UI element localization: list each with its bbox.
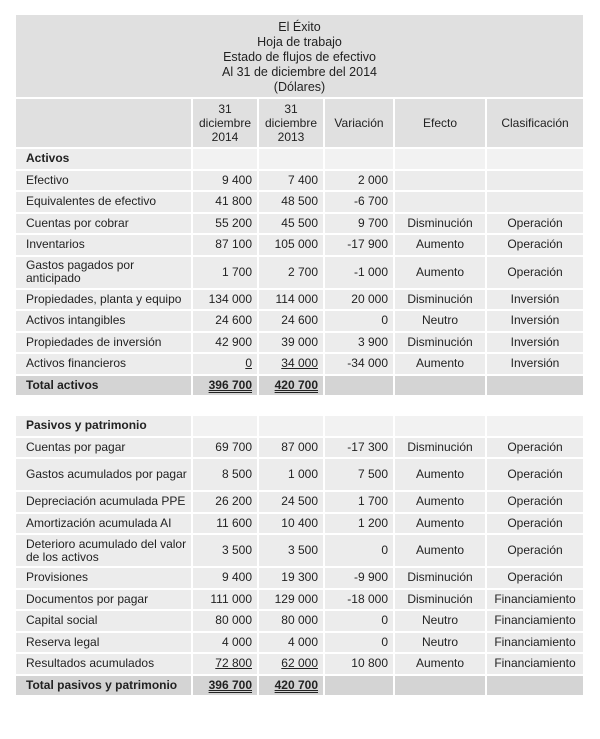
account-name-text: Gastos pagados por anticipado	[26, 258, 135, 285]
value-2014	[192, 437, 258, 459]
classification-value-text: Financiamiento	[494, 656, 576, 671]
value-2013-text: 129 000	[274, 591, 318, 606]
table-row	[16, 437, 584, 459]
value-2013-text: 48 500	[281, 194, 318, 209]
account-name-text: Resultados acumulados	[26, 656, 155, 671]
variation-value-text: 9 700	[357, 215, 388, 230]
value-2013	[258, 213, 324, 235]
account-name	[16, 458, 192, 491]
classification-value	[486, 234, 584, 256]
classification-value	[486, 458, 584, 491]
effect-value	[394, 589, 486, 611]
classification-value-text: Inversión	[510, 291, 560, 306]
classification-value-text: Operación	[507, 215, 563, 230]
value-2014	[192, 610, 258, 632]
value-2014-text: 11 600	[216, 515, 252, 530]
effect-value-text: Disminución	[407, 570, 473, 585]
effect-value	[394, 610, 486, 632]
section-label-text: Pasivos y patrimonio	[26, 418, 147, 433]
variation-value-text: -34 000	[347, 356, 388, 371]
value-2013	[258, 234, 324, 256]
table-row	[16, 458, 584, 491]
variation-value-text: -18 000	[347, 591, 388, 606]
account-name-text: Efectivo	[26, 172, 69, 187]
header-account	[16, 98, 192, 148]
value-2013	[258, 653, 324, 675]
classification-value-text: Operación	[507, 439, 563, 454]
table-row	[16, 332, 584, 354]
value-2013	[258, 458, 324, 491]
variation-value-text: -17 900	[347, 237, 388, 252]
classification-value	[486, 213, 584, 235]
value-2014-text: 87 100	[215, 237, 252, 252]
account-name-text: Propiedades, planta y equipo	[26, 291, 182, 306]
effect-value	[394, 567, 486, 589]
document-name: Hoja de trabajo	[257, 34, 342, 49]
value-2013-text: 4 000	[287, 634, 318, 649]
company-name: El Éxito	[278, 19, 321, 34]
variation-value	[324, 310, 394, 332]
account-name-text: Inventarios	[26, 237, 85, 252]
classification-value	[486, 289, 584, 311]
value-2013	[258, 589, 324, 611]
effect-value-text: Neutro	[421, 313, 459, 328]
value-2014-text: 1 700	[221, 264, 252, 279]
variation-value	[324, 353, 394, 375]
empty-cell	[394, 375, 486, 397]
effect-value-text: Neutro	[421, 613, 459, 628]
currency-label: (Dólares)	[273, 79, 326, 94]
account-name	[16, 610, 192, 632]
classification-value	[486, 653, 584, 675]
value-2014-text: 0	[245, 356, 252, 371]
account-name	[16, 170, 192, 192]
effect-value	[394, 353, 486, 375]
account-name-text: Provisiones	[26, 570, 89, 585]
account-name	[16, 353, 192, 375]
value-2014	[192, 567, 258, 589]
variation-value-text: 0	[381, 313, 388, 328]
effect-value	[394, 491, 486, 513]
header-2013: 31 diciembre 2013	[258, 98, 324, 148]
value-2014	[192, 332, 258, 354]
value-2014-text: 8 500	[221, 467, 252, 481]
spacer-cell	[16, 396, 584, 415]
effect-value	[394, 289, 486, 311]
value-2014-text: 80 000	[215, 613, 252, 628]
empty-cell	[324, 375, 394, 397]
classification-value	[486, 437, 584, 459]
effect-value	[394, 310, 486, 332]
value-2013	[258, 513, 324, 535]
value-2013-text: 19 300	[281, 570, 318, 585]
value-2014-text: 3 500	[221, 543, 252, 557]
account-name-text: Capital social	[26, 613, 98, 628]
value-2014	[192, 653, 258, 675]
table-row	[16, 589, 584, 611]
value-2014-text: 42 900	[215, 334, 252, 349]
variation-value	[324, 289, 394, 311]
account-name-text: Equivalentes de efectivo	[26, 194, 157, 209]
account-name	[16, 534, 192, 567]
empty-cell	[486, 415, 584, 437]
classification-value	[486, 513, 584, 535]
value-2014-text: 55 200	[215, 215, 252, 230]
total-2014-text: 396 700	[208, 677, 252, 692]
variation-value-text: 0	[381, 634, 388, 649]
classification-value-text: Financiamiento	[494, 613, 576, 628]
value-2014	[192, 491, 258, 513]
classification-value	[486, 170, 584, 192]
empty-cell	[486, 675, 584, 697]
table-row	[16, 170, 584, 192]
account-name	[16, 567, 192, 589]
empty-cell	[394, 415, 486, 437]
variation-value	[324, 610, 394, 632]
empty-cell	[486, 375, 584, 397]
classification-value-text: Operación	[507, 467, 563, 481]
variation-value	[324, 534, 394, 567]
total-2013-text: 420 700	[274, 377, 318, 392]
account-name-text: Activos intangibles	[26, 313, 126, 328]
variation-value	[324, 170, 394, 192]
value-2013	[258, 491, 324, 513]
value-2014	[192, 310, 258, 332]
value-2013-text: 114 000	[275, 291, 318, 306]
effect-value-text: Disminución	[407, 291, 473, 306]
account-name-text: Deterioro acumulado del valor de los activos	[26, 536, 187, 564]
variation-value-text: 0	[381, 543, 388, 557]
variation-value	[324, 653, 394, 675]
account-name	[16, 653, 192, 675]
effect-value	[394, 213, 486, 235]
value-2013	[258, 170, 324, 192]
value-2014-text: 134 000	[208, 291, 252, 306]
variation-value	[324, 256, 394, 289]
value-2013-text: 45 500	[281, 215, 318, 230]
total-label	[16, 675, 192, 697]
value-2014-text: 72 800	[215, 656, 252, 671]
variation-value-text: 7 500	[357, 467, 388, 481]
header-2014: 31 diciembre 2014	[192, 98, 258, 148]
value-2013	[258, 256, 324, 289]
total-label	[16, 375, 192, 397]
classification-value	[486, 610, 584, 632]
total-row	[16, 375, 584, 397]
value-2013	[258, 437, 324, 459]
account-name-text: Cuentas por cobrar	[26, 215, 129, 230]
total-2014-text: 396 700	[208, 377, 252, 392]
account-name-text: Amortización acumulada AI	[26, 515, 172, 530]
classification-value-text: Inversión	[510, 334, 560, 349]
classification-value-text: Operación	[507, 264, 563, 279]
account-name	[16, 513, 192, 535]
variation-value-text: -1 000	[353, 264, 388, 279]
total-2014	[192, 375, 258, 397]
variation-value	[324, 234, 394, 256]
effect-value	[394, 653, 486, 675]
account-name	[16, 632, 192, 654]
value-2013-text: 80 000	[281, 613, 318, 628]
effect-value-text: Disminución	[407, 591, 473, 606]
account-name-text: Propiedades de inversión	[26, 334, 162, 349]
value-2014-text: 4 000	[221, 634, 252, 649]
value-2014-text: 9 400	[221, 570, 252, 585]
header-variacion: Variación	[324, 98, 394, 148]
empty-cell	[394, 148, 486, 170]
empty-cell	[324, 415, 394, 437]
account-name	[16, 589, 192, 611]
effect-value-text: Disminución	[407, 215, 473, 230]
value-2014-text: 111 000	[210, 591, 252, 606]
account-name	[16, 437, 192, 459]
effect-value	[394, 191, 486, 213]
variation-value	[324, 632, 394, 654]
value-2014	[192, 353, 258, 375]
classification-value	[486, 256, 584, 289]
classification-value	[486, 353, 584, 375]
variation-value	[324, 589, 394, 611]
account-name	[16, 310, 192, 332]
table-row	[16, 353, 584, 375]
table-row	[16, 610, 584, 632]
value-2014	[192, 170, 258, 192]
variation-value	[324, 332, 394, 354]
statement-date: Al 31 de diciembre del 2014	[222, 64, 377, 79]
variation-value	[324, 567, 394, 589]
classification-value-text: Operación	[507, 237, 563, 252]
variation-value-text: 1 700	[357, 494, 388, 509]
effect-value	[394, 170, 486, 192]
variation-value	[324, 191, 394, 213]
classification-value-text: Financiamiento	[494, 634, 576, 649]
table-body	[16, 148, 584, 696]
classification-value	[486, 332, 584, 354]
value-2013	[258, 310, 324, 332]
account-name-text: Depreciación acumulada PPE	[26, 494, 186, 509]
effect-value-text: Neutro	[421, 634, 459, 649]
variation-value-text: 2 000	[357, 172, 388, 187]
table-row	[16, 191, 584, 213]
table-row	[16, 289, 584, 311]
effect-value	[394, 513, 486, 535]
account-name	[16, 332, 192, 354]
value-2013-text: 3 500	[287, 543, 318, 557]
classification-value-text: Operación	[507, 570, 563, 585]
total-label-text: Total pasivos y patrimonio	[26, 677, 178, 692]
value-2014	[192, 213, 258, 235]
account-name-text: Documentos por pagar	[26, 591, 149, 606]
value-2013-text: 87 000	[281, 439, 318, 454]
effect-value	[394, 458, 486, 491]
header-clasificacion: Clasificación	[486, 98, 584, 148]
total-2013-text: 420 700	[274, 677, 318, 692]
variation-value-text: 10 800	[351, 656, 388, 671]
value-2013	[258, 289, 324, 311]
classification-value	[486, 191, 584, 213]
variation-value-text: 0	[381, 613, 388, 628]
account-name-text: Activos financieros	[26, 356, 127, 371]
effect-value-text: Aumento	[415, 515, 465, 530]
effect-value	[394, 256, 486, 289]
effect-value-text: Aumento	[415, 543, 465, 557]
account-name	[16, 289, 192, 311]
variation-value-text: -17 300	[347, 439, 388, 454]
value-2013-text: 34 000	[281, 356, 318, 371]
classification-value-text: Inversión	[510, 356, 560, 371]
value-2013-text: 105 000	[274, 237, 318, 252]
table-row	[16, 632, 584, 654]
total-2014	[192, 675, 258, 697]
value-2013-text: 10 400	[281, 515, 318, 530]
value-2014-text: 69 700	[215, 439, 252, 454]
account-name	[16, 213, 192, 235]
total-row	[16, 675, 584, 697]
classification-value-text: Operación	[507, 494, 563, 509]
effect-value-text: Aumento	[415, 356, 465, 371]
variation-value	[324, 513, 394, 535]
empty-cell	[192, 415, 258, 437]
effect-value-text: Aumento	[415, 656, 465, 671]
statement-name: Estado de flujos de efectivo	[223, 49, 376, 64]
effect-value	[394, 632, 486, 654]
value-2013-text: 24 500	[281, 494, 318, 509]
effect-value-text: Aumento	[415, 237, 465, 252]
variation-value	[324, 213, 394, 235]
effect-value	[394, 234, 486, 256]
account-name	[16, 234, 192, 256]
section-label-text: Activos	[26, 151, 70, 166]
effect-value	[394, 437, 486, 459]
value-2014	[192, 234, 258, 256]
value-2014	[192, 589, 258, 611]
value-2013-text: 7 400	[287, 172, 318, 187]
classification-value-text: Operación	[507, 543, 563, 557]
value-2013	[258, 534, 324, 567]
variation-value-text: -6 700	[353, 194, 388, 209]
variation-value	[324, 437, 394, 459]
effect-value	[394, 534, 486, 567]
variation-value-text: -9 900	[353, 570, 388, 585]
cash-flow-worksheet-table	[16, 15, 585, 697]
header-efecto: Efecto	[394, 98, 486, 148]
value-2013-text: 24 600	[281, 313, 318, 328]
total-2013	[258, 675, 324, 697]
table-row	[16, 213, 584, 235]
column-header-row	[16, 98, 584, 148]
section-label	[16, 415, 192, 437]
classification-value-text: Financiamiento	[494, 591, 576, 606]
classification-value	[486, 310, 584, 332]
value-2014	[192, 458, 258, 491]
value-2014	[192, 256, 258, 289]
empty-cell	[258, 415, 324, 437]
account-name-text: Reserva legal	[26, 634, 100, 649]
variation-value	[324, 458, 394, 491]
account-name	[16, 256, 192, 289]
effect-value-text: Aumento	[415, 467, 465, 481]
section-label	[16, 148, 192, 170]
value-2014	[192, 289, 258, 311]
classification-value	[486, 632, 584, 654]
total-label-text: Total activos	[26, 377, 99, 392]
classification-value	[486, 589, 584, 611]
empty-cell	[324, 675, 394, 697]
classification-value-text: Inversión	[510, 313, 560, 328]
table-row	[16, 491, 584, 513]
value-2014-text: 26 200	[215, 494, 252, 509]
value-2013-text: 1 000	[287, 467, 318, 481]
effect-value-text: Disminución	[407, 439, 473, 454]
table-row	[16, 653, 584, 675]
account-name	[16, 191, 192, 213]
value-2013	[258, 632, 324, 654]
empty-cell	[192, 148, 258, 170]
account-name-text: Gastos acumulados por pagar	[26, 467, 187, 481]
value-2013	[258, 353, 324, 375]
table-row	[16, 513, 584, 535]
section-header-row	[16, 148, 584, 170]
empty-cell	[394, 675, 486, 697]
value-2014	[192, 191, 258, 213]
table-row	[16, 567, 584, 589]
value-2013	[258, 191, 324, 213]
classification-value	[486, 491, 584, 513]
value-2013	[258, 332, 324, 354]
empty-cell	[258, 148, 324, 170]
table-row	[16, 310, 584, 332]
value-2014-text: 24 600	[215, 313, 252, 328]
account-name-text: Cuentas por pagar	[26, 439, 126, 454]
effect-value-text: Disminución	[407, 334, 473, 349]
variation-value	[324, 491, 394, 513]
value-2013-text: 2 700	[287, 264, 318, 279]
value-2014-text: 9 400	[221, 172, 252, 187]
variation-value-text: 20 000	[351, 291, 388, 306]
effect-value	[394, 332, 486, 354]
value-2014	[192, 534, 258, 567]
effect-value-text: Aumento	[415, 264, 465, 279]
worksheet	[16, 15, 584, 697]
classification-value	[486, 567, 584, 589]
total-2013	[258, 375, 324, 397]
variation-value-text: 3 900	[357, 334, 388, 349]
value-2013	[258, 567, 324, 589]
value-2014	[192, 513, 258, 535]
account-name	[16, 491, 192, 513]
value-2014	[192, 632, 258, 654]
table-title-block	[16, 15, 584, 98]
variation-value-text: 1 200	[357, 515, 388, 530]
classification-value	[486, 534, 584, 567]
empty-cell	[486, 148, 584, 170]
spacer-row	[16, 396, 584, 415]
value-2014-text: 41 800	[215, 194, 252, 209]
classification-value-text: Operación	[507, 515, 563, 530]
empty-cell	[324, 148, 394, 170]
value-2013-text: 62 000	[281, 656, 318, 671]
value-2013-text: 39 000	[281, 334, 318, 349]
table-row	[16, 234, 584, 256]
table-row	[16, 534, 584, 567]
value-2013	[258, 610, 324, 632]
table-row	[16, 256, 584, 289]
section-header-row	[16, 415, 584, 437]
effect-value-text: Aumento	[415, 494, 465, 509]
